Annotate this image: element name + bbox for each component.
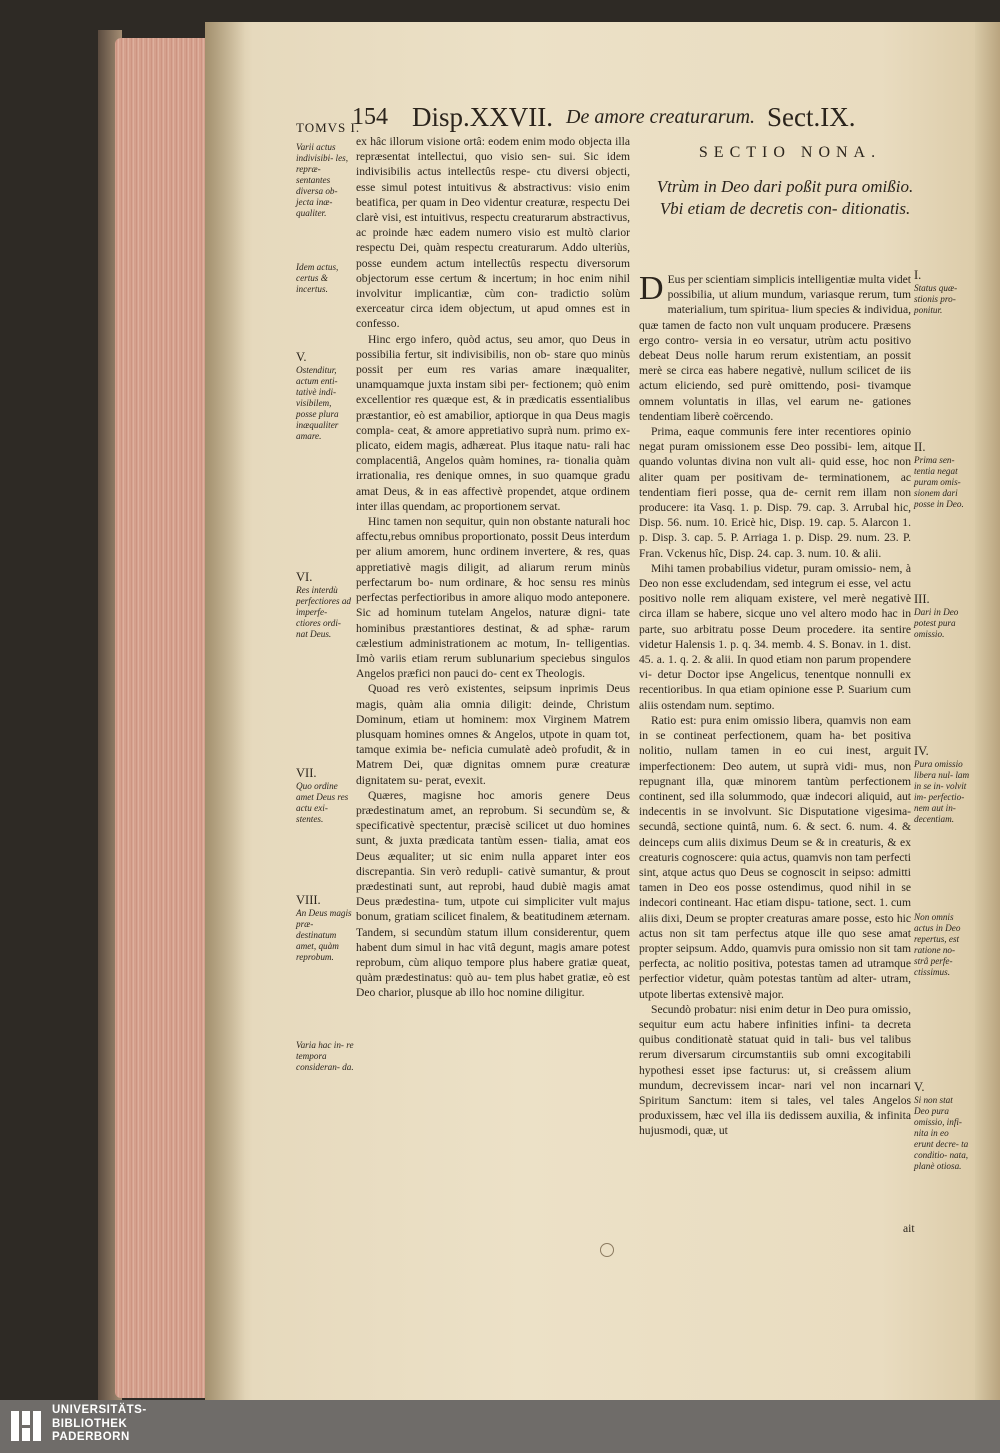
footer-bar [0,1400,1000,1453]
margin-note-text: Prima sen- tentia negat puram omis- sionem dari posse in Deo. [914,455,964,509]
margin-note-number: VII. [296,766,317,780]
margin-note-number: V. [296,350,307,364]
paragraph: Mihi tamen probabilius videtur, puram omissio- nem, à Deo non esse excludendam, sed integrum ei esse, vel actu positivo nolle rem aliquam existere, vel merè negativè circa illam se habere, sicque uno vel altero modo hac in parte, suo arbitratu posse Deum procedere. ita sentire videtur Halensis 1. p. q. 34. memb. 4. S. Bonav. in 1. dist. 45. a. 1. q. 2. & alii. In quod etiam non parum propendere vi- detur Doctor ipse Angelicus, tenentque nonnulli ex recentioribus. In qua etiam opinione esse P. Suarium cum aliis ostendam num. septimo. [639,561,911,712]
margin-note-number: VIII. [296,893,321,907]
book-page-edges [115,38,207,1398]
margin-note-number: III. [914,592,930,606]
margin-note [296,262,354,295]
margin-note-text: Si non stat Deo pura omissio, infi- nita in eo erunt decre- ta conditio- nata, planè otiosa. [914,1095,969,1171]
paragraph: Hinc tamen non sequitur, quin non obstante naturali hoc affectu,rebus omnibus proportionato, possit Deus interdum per alium amorem, hunc ordinem invertere, & res, quas appretiativè magis diligit, ad aliarum rerum minùs perfectarum bo- num ordinare, & hoc sensu res minùs perfectas perfectioribus in amore aliquo modo anteponere. Sic ad hominum tutelam Angelos, naturæ digni- tate hominibus præstantiores destinat, & ad sphæ- rarum cælestium administrationem ac motum, In- telligentias. Imò variis etiam rerum sublunarium speciebus singulos Angelos præfici non pauci do- cent ex Theologis. [356,515,630,681]
paragraph: Ratio est: pura enim omissio libera, quamvis non eam in se contineat perfectionem, quam ha- bet positiva nolitio, nullam tamen in eo cui inest, arguit imperfectionem: Deo autem, ut suprà vidi- mus, non repugnant illa, quæ minorem tantùm perfectionem continent, sed illa solummodo, quæ indecori aliquid, aut indecentis in se involvunt. Sic Disputatione vigesima-secundâ, sectione quintâ, num. 6. & sect. 6. num. 4. & deinceps cum aliis diximus Deum se & in creaturis, & ex creaturis cognoscere: quia actus, quamvis non tam perfecti sint, atque actus quo Deus se cognoscit in seipso: admitti tamen in Deo eos posse ostendimus, quod nihil in se indecori contineant. Hac etiam dispu- tatione, sect. 1. cum aliis dixi, Deum se propter creaturas amare posse, esto hic actus non sit tam perfectus atque ille quo sese amat propter seipsum. Addo, quamvis pura omissio non sit tam perfecta, ac nolitio positiva, potestas tamen ad utramque perfectior videtur, quàm potestas tantùm ad alter- utram, utpote libertas extensivè major. [639,713,911,1001]
library-name-line: UNIVERSITÄTS- [52,1404,147,1416]
paragraph: ex hâc illorum visione ortâ: eodem enim modo objecta illa repræsentat intellectui, quo visio sen- sui. Sic idem indivisibilis actus intellectûs respe- ctu diversi objecti, esse simul potest intuitivus & abstractivus: visio enim beatifica, per quam in Deo videntur creaturæ, respectu Dei clarè visi, est intuitivus, respectu creaturarum abstractivus, ac proinde hæc eadem numero visio est multò clarior respectu Dei, quàm respectu creaturarum. Addo ulteriùs, posse eundem actum intellectûs respectu diversorum objectorum esse certum & incertum; in hoc enim nihil involvitur implicantiæ, cùm con- tradictio solùm exerceatur circa idem objectum, ut apud omnes est in confesso. [356,135,630,331]
running-head-title: De amore creaturarum. [566,106,756,128]
margin-note [296,893,354,963]
page-gutter-shadow [205,22,245,1400]
margin-note [296,1040,354,1073]
library-name-line: BIBLIOTHEK [52,1417,128,1430]
margin-note-number: I. [914,268,922,282]
margin-note [296,766,354,825]
margin-note [914,912,970,978]
page-ornament [600,1243,614,1257]
section-heading: SECTIO NONA. [698,144,882,161]
margin-note-text: Idem actus, certus & incertus. [296,262,339,294]
paragraph: Secundò probatur: nisi enim detur in Deo pura omissio, sequitur eum actu habere infinities infini- ta decreta quibus conditionatè statuat quid in tali- bus vel talibus rerum diversarum circumstantiis sub omni excogitabili hypothesi esset ipse facturus: ut, si creâssem alium mundum, decrevissem incar- nari vel non incarnari Spiritum Sanctum: item si tales, vel tales Angelos produxissem, hæc vel illa iis dedissem auxilia, & infinita hujusmodi, quæ, ut [639,1002,911,1138]
margin-note [296,350,354,442]
margin-note [296,142,354,219]
margin-note-text: Varii actus indivisibi- les, repræ- sentantes diversa ob- jecta inæ- qualiter. [296,142,349,218]
margin-note-text: Ostenditur, actum enti- tativè indi- visibilem, posse plura inæqualiter amare. [296,365,339,441]
paragraph [639,272,911,424]
margin-note-number: VI. [296,570,313,584]
margin-note-text: Non omnis actus in Deo repertus, est ratione no- strâ perfe- ctissimus. [914,912,961,977]
margin-note [914,268,970,316]
margin-note-text: Res interdù perfectiores ad imperfe- ctiores ordi- nat Deus. [296,585,352,639]
margin-note-text: Pura omissio libera nul- lam in se in- volvit im- perfectio- nem aut in- decentiam. [914,759,970,824]
margin-note [296,570,354,640]
margin-note [914,744,970,825]
catchword: ait [903,1222,915,1235]
paragraph: Hinc ergo infero, quòd actus, seu amor, quo Deus in possibilia fertur, sit indivisibilis, non ob- stare quo minùs possit per eum res varias amare inæqualiter, unamquamque juxta instam sibi per- fectionem; quò enim excellentior res quæque est, & in prædicatis essentialibus præstantior, eò est amabilior, aptiorque in qua Deus magis compla- ceat, & amore appretiativo suprà num. primo ex- plicato, eidem magis, adhæreat. Plus itaque natu- rali hac complacentiâ, Angelos quàm homines, ra- tionalia quàm irrationalia, res denique omnes, in suo quamque gradu amat Deus, & in eas affectivè propendet, atque ordinem inter illas quendam, ac proportionem servat. [356,332,630,513]
margin-note-number: V. [914,1080,925,1094]
running-head-tomus: TOMVS I. [296,120,361,135]
margin-note-text: An Deus magis præ- destinatum amet, quàm reprobum. [296,908,352,962]
left-text-column [356,134,630,1001]
margin-note-text: Dari in Deo potest pura omissio. [914,607,959,639]
margin-note-number: IV. [914,744,929,758]
margin-note-number: II. [914,440,926,454]
margin-note [914,1080,970,1172]
margin-note-text: Quo ordine amet Deus res actu exi- stentes. [296,781,349,824]
margin-note [914,440,970,510]
drop-cap: D [639,270,664,307]
paragraph: Quæres, magisne hoc amoris genere Deus prædestinatum amet, an reprobum. Si secundùm se, & specificativè spectentur, præcisè scilicet ut duo homines sunt, & juxta prædicata tantùm essen- tialia, amat eos Deus æqualiter; ut sic enim nulla apparet inter eos discrepantia. Sin verò redupli- cativè sumantur, & prout prædestinati sunt, aut reprobi, haud dubiè magis amat Deus prædestina- tum, utpote cui simpliciter vult majus bonum, gratiam scilicet finalem, & beatitudinem æternam. Tandem, si secundùm statum illum considerentur, quem habent dum simul in hac vitâ degunt, magis amare potest reprobum, cùm aliquo tempore plus habere gratiæ queat, quàm prædestinatus: quò au- tem plus habet gratiæ, eò est Deo charior, plusque ab illo hoc nomine diligitur. [356,788,630,1000]
paragraph: Quoad res verò existentes, seipsum inprimis Deus magis, quàm alia omnia diligit: deinde, Christum Dominum, etiam ut hominem: mox Virginem Matrem plusquam homines omnes & Angelos, utpote in quam tot, tamque eximia be- neficia cumulatè adeò profudit, & in Matrem Dei, quæ dignitas omnem puræ creaturæ dignitatem su- perat, evexit. [356,682,630,787]
margin-note-text: Status quæ- stionis pro- ponitur. [914,283,958,315]
paragraph-text: Eus per scientiam simplicis intelligentiæ multa videt possibilia, ut alium mundum, variasque rerum, tum materialium, tum spiritua- lium species & individua, quæ tamen de facto non vult unquam producere. Præsens ergo contro- versia in eo versatur, utrùm actu positivo debeat Deus nolle harum rerum existentiam, an possit merè se circa eas habere negativè, nullum scilicet de iis actum eliciendo, sed purè omittendo, posi- tivamque omnem voluntatis in illas, vel earum ne- gationes tendentiam liberè coërcendo. [639,273,911,423]
library-logo-icon [9,1409,43,1443]
page-number: 154 [352,104,388,130]
facing-page-edge [975,22,1000,1400]
library-name [52,1404,147,1445]
running-head-disputation: Disp.XXVII. [412,102,553,132]
right-text-column [639,272,911,1139]
library-name-line: PADERBORN [52,1431,130,1443]
margin-note [914,592,970,640]
margin-note-text: Varia hac in- re tempora consideran- da. [296,1040,354,1072]
question-title: Vtrùm in Deo dari poßit pura omißio. Vbi etiam de decretis con- ditionatis. [656,177,914,218]
running-head-section: Sect.IX. [767,102,856,132]
paragraph: Prima, eaque communis fere inter recentiores opinio negat puram omissionem esse Deo possibi- lem, aitque quando voluntas divina non vult ali- quid esse, hoc non aliter quam per positivam de- terminationem, ac tendentiam fieri posse, qua de- cernit rem illam non producere: ita Vasq. 1. p. Disp. 79. cap. 3. Arrubal hic, Disp. 56. num. 10. Ericè hic, Disp. 19. cap. 5. Alarcon 1. p. Disp. 3. cap. 5. P. Arriaga 1. p. Disp. 29. num. 23. P. Fran. Vckenus hîc, Disp. 24. cap. 3. num. 10. & alii. [639,425,911,560]
